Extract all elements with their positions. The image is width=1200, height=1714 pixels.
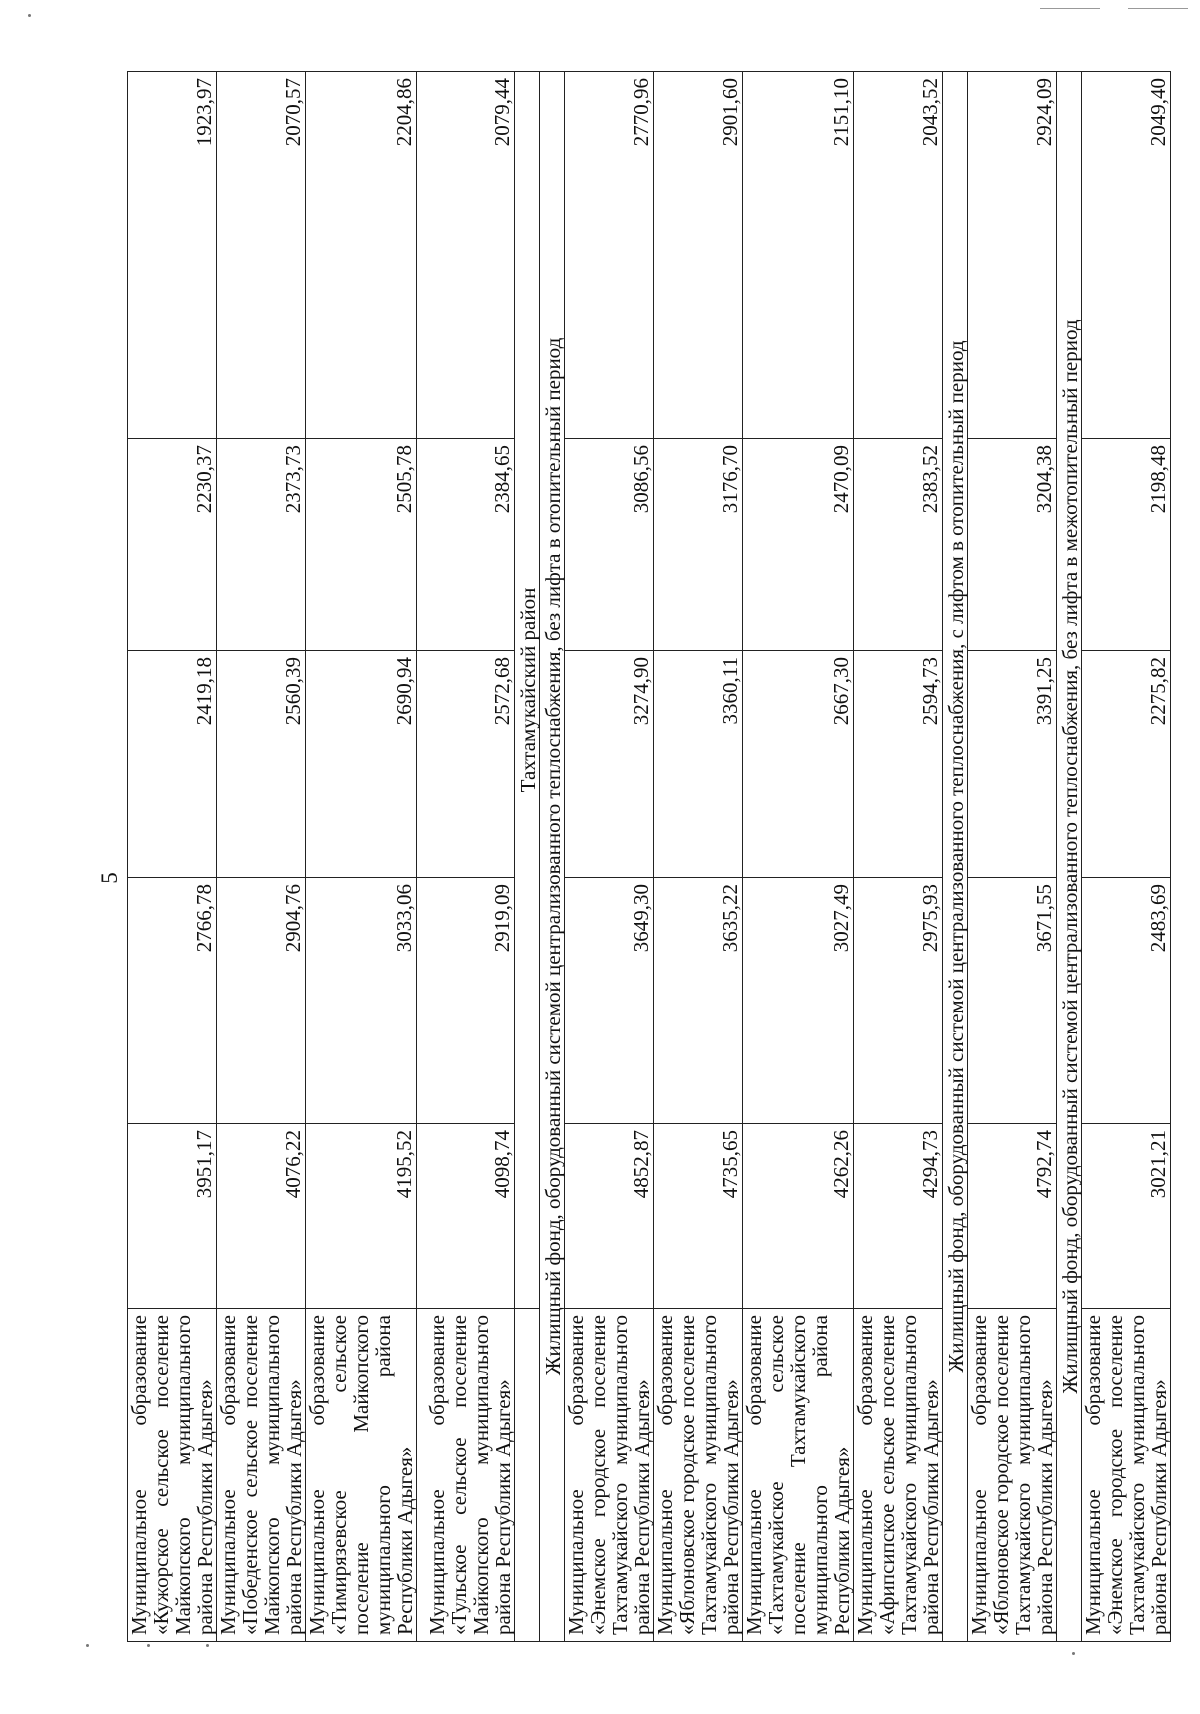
table-row bbox=[968, 72, 1057, 1642]
value-cell: 4076,22 bbox=[217, 1124, 306, 1309]
value-cell: 2043,52 bbox=[854, 72, 943, 439]
table-body bbox=[128, 72, 1171, 1642]
municipality-name: Муниципальное образование «Энемское городское поселение Тахтамукайского муниципального района Республики Адыгея» bbox=[1082, 1309, 1171, 1642]
section-row bbox=[1057, 72, 1082, 1642]
value-cell: 2505,78 bbox=[306, 439, 417, 651]
value-cell: 2690,94 bbox=[306, 651, 417, 878]
section-row bbox=[540, 72, 565, 1642]
value-cell: 4098,74 bbox=[417, 1124, 515, 1309]
table-row bbox=[128, 72, 217, 1642]
page-number: 5 bbox=[97, 872, 122, 884]
section-title: Жилищный фонд, оборудованный системой централизованного теплоснабжения, без лифта в межотопительный период bbox=[1057, 72, 1082, 1642]
value-cell: 4852,87 bbox=[565, 1124, 654, 1309]
scan-speck bbox=[147, 1644, 150, 1647]
value-cell: 3033,06 bbox=[306, 878, 417, 1124]
value-cell: 2384,65 bbox=[417, 439, 515, 651]
district-title: Тахтамукайский район bbox=[515, 72, 540, 1309]
value-cell: 2560,39 bbox=[217, 651, 306, 878]
value-cell: 4792,74 bbox=[968, 1124, 1057, 1309]
value-cell: 2198,48 bbox=[1082, 439, 1171, 651]
municipality-name: Муниципальное образование «Тульское сельское поселение Майкопского муниципального района Республики Адыгея» bbox=[417, 1309, 515, 1642]
value-cell: 3360,11 bbox=[654, 651, 743, 878]
value-cell: 2770,96 bbox=[565, 72, 654, 439]
table-row bbox=[743, 72, 854, 1642]
value-cell: 2904,76 bbox=[217, 878, 306, 1124]
value-cell: 2766,78 bbox=[128, 878, 217, 1124]
value-cell: 3274,90 bbox=[565, 651, 654, 878]
value-cell: 2079,44 bbox=[417, 72, 515, 439]
section-row bbox=[943, 72, 968, 1642]
value-cell: 2151,10 bbox=[743, 72, 854, 439]
value-cell: 3635,22 bbox=[654, 878, 743, 1124]
value-cell: 4294,73 bbox=[854, 1124, 943, 1309]
value-cell: 3021,21 bbox=[1082, 1124, 1171, 1309]
value-cell: 2594,73 bbox=[854, 651, 943, 878]
value-cell: 3204,38 bbox=[968, 439, 1057, 651]
value-cell: 2470,09 bbox=[743, 439, 854, 651]
municipality-name: Муниципальное образование «Яблоновское городское поселение Тахтамукайского муниципального района Республики Адыгея» bbox=[968, 1309, 1057, 1642]
value-cell: 2901,60 bbox=[654, 72, 743, 439]
scan-speck bbox=[28, 14, 31, 17]
district-row bbox=[515, 72, 540, 1642]
scan-speck bbox=[206, 1644, 209, 1647]
value-cell: 2383,52 bbox=[854, 439, 943, 651]
value-cell: 3671,55 bbox=[968, 878, 1057, 1124]
value-cell: 2275,82 bbox=[1082, 651, 1171, 878]
value-cell: 1923,97 bbox=[128, 72, 217, 439]
table-row bbox=[854, 72, 943, 1642]
value-cell: 3027,49 bbox=[743, 878, 854, 1124]
table-row bbox=[306, 72, 417, 1642]
value-cell: 4195,52 bbox=[306, 1124, 417, 1309]
municipality-name: Муниципальное образование «Энемское городское поселение Тахтамукайского муниципального района Республики Адыгея» bbox=[565, 1309, 654, 1642]
table-row bbox=[565, 72, 654, 1642]
value-cell: 2373,73 bbox=[217, 439, 306, 651]
value-cell: 3649,30 bbox=[565, 878, 654, 1124]
value-cell: 3391,25 bbox=[968, 651, 1057, 878]
municipality-name: Муниципальное образование «Кужорское сельское поселение Майкопского муниципального района Республики Адыгея» bbox=[128, 1309, 217, 1642]
section-title: Жилищный фонд, оборудованный системой централизованного теплоснабжения, с лифтом в отопительный период bbox=[943, 72, 968, 1642]
value-cell: 2975,93 bbox=[854, 878, 943, 1124]
municipality-name: Муниципальное образование «Яблоновское городское поселение Тахтамукайского муниципального района Республики Адыгея» bbox=[654, 1309, 743, 1642]
value-cell: 2230,37 bbox=[128, 439, 217, 651]
value-cell: 4735,65 bbox=[654, 1124, 743, 1309]
municipality-name: Муниципальное образование «Тимирязевское сельское поселение Майкопского муниципального района Республики Адыгея» bbox=[306, 1309, 417, 1642]
table-row bbox=[217, 72, 306, 1642]
section-title: Жилищный фонд, оборудованный системой централизованного теплоснабжения, без лифта в отопительный период bbox=[540, 72, 565, 1642]
value-cell: 2419,18 bbox=[128, 651, 217, 878]
scan-speck bbox=[86, 1644, 89, 1647]
scan-artifact bbox=[1040, 8, 1100, 9]
value-cell: 4262,26 bbox=[743, 1124, 854, 1309]
value-cell: 2924,09 bbox=[968, 72, 1057, 439]
value-cell: 2572,68 bbox=[417, 651, 515, 878]
municipality-name: Муниципальное образование «Победенское сельское поселение Майкопского муниципального района Республики Адыгея» bbox=[217, 1309, 306, 1642]
value-cell: 2204,86 bbox=[306, 72, 417, 439]
table-row bbox=[417, 72, 515, 1642]
table-row bbox=[654, 72, 743, 1642]
value-cell: 2049,40 bbox=[1082, 72, 1171, 439]
value-cell: 2919,09 bbox=[417, 878, 515, 1124]
value-cell: 2667,30 bbox=[743, 651, 854, 878]
value-cell: 2070,57 bbox=[217, 72, 306, 439]
value-cell: 3086,56 bbox=[565, 439, 654, 651]
rotated-table-wrapper bbox=[127, 72, 1171, 1642]
tariff-table bbox=[127, 71, 1171, 1642]
table-row bbox=[1082, 72, 1171, 1642]
value-cell: 2483,69 bbox=[1082, 878, 1171, 1124]
municipality-name: Муниципальное образование «Афипсипское сельское поселение Тахтамукайского муниципального района Республики Адыгея» bbox=[854, 1309, 943, 1642]
municipality-name: Муниципальное образование «Тахтамукайское сельское поселение Тахтамукайского муниципального района Республики Адыгея» bbox=[743, 1309, 854, 1642]
value-cell: 3176,70 bbox=[654, 439, 743, 651]
value-cell: 3951,17 bbox=[128, 1124, 217, 1309]
scan-artifact bbox=[1128, 8, 1188, 9]
scan-speck bbox=[1072, 1652, 1075, 1655]
